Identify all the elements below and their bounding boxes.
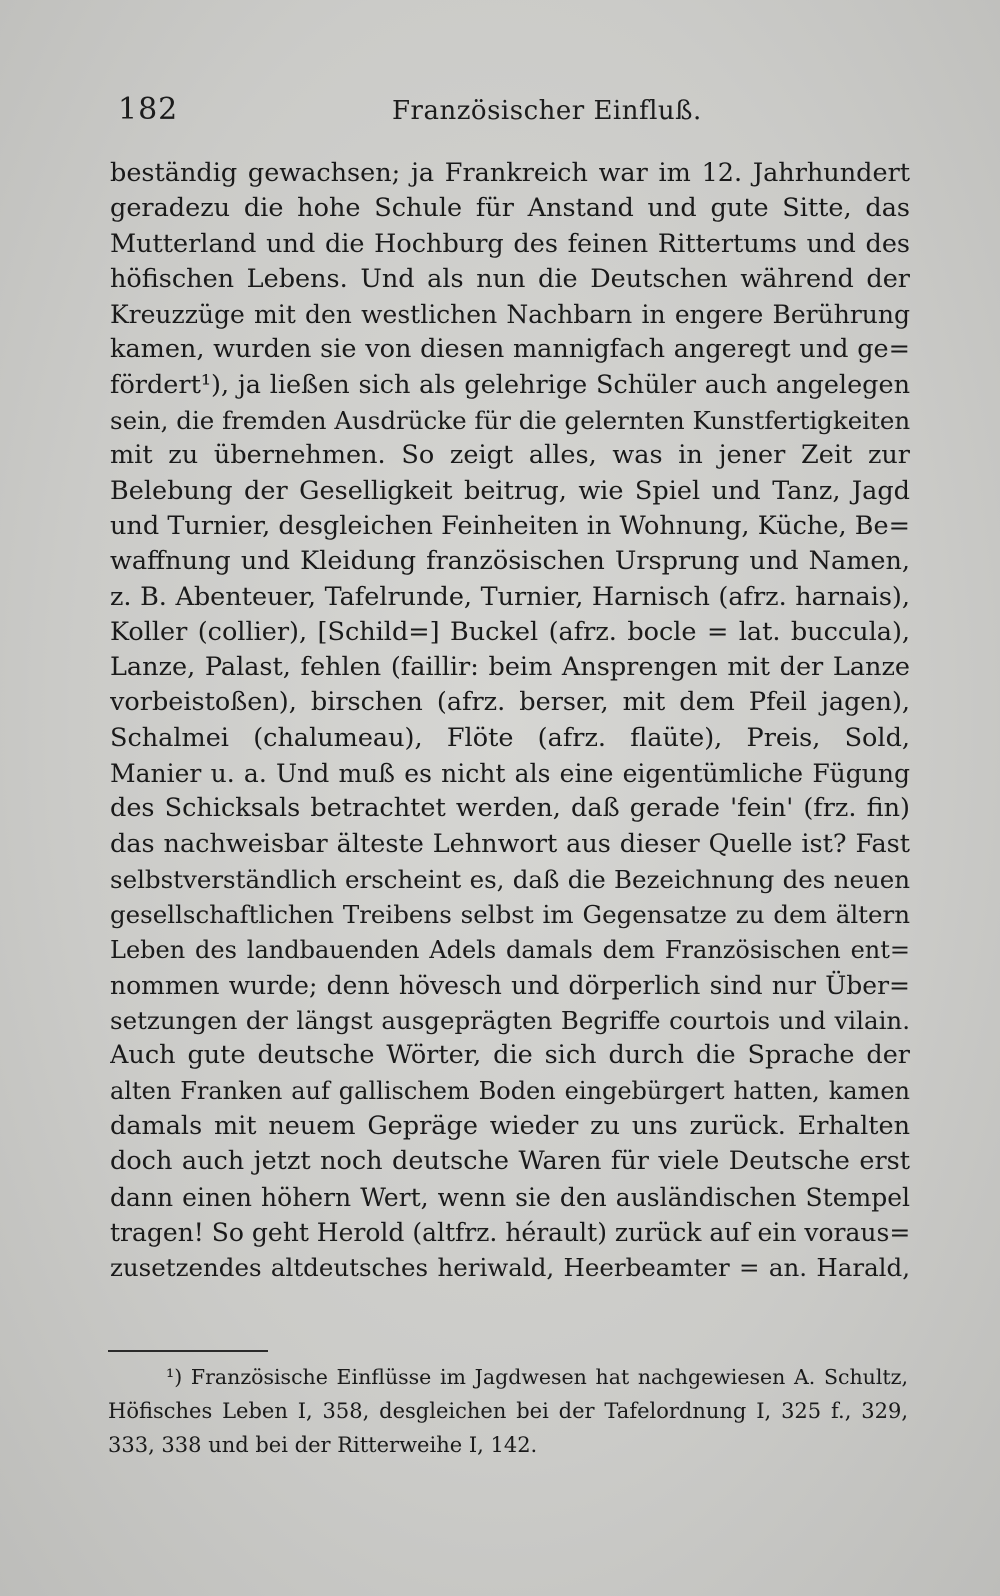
text-line: fördert¹), ja ließen sich als gelehrige Schüler auch angelegen xyxy=(110,369,910,400)
text-line: setzungen der längst ausgeprägten Begriffe courtois und vilain. xyxy=(110,1006,910,1036)
text-line: waffnung und Kleidung französischen Ursprung und Namen, xyxy=(110,546,910,577)
text-line: Leben des landbauenden Adels damals dem Französischen ent= xyxy=(110,935,910,964)
text-line: doch auch jetzt noch deutsche Waren für viele Deutsche erst xyxy=(110,1146,910,1177)
page-header xyxy=(118,92,918,142)
text-line: nommen wurde; denn hövesch und dörperlich sind nur Über= xyxy=(110,970,910,1000)
text-line: Manier u. a. Und muß es nicht als eine eigentümliche Fügung xyxy=(110,759,910,789)
text-line: geradezu die hohe Schule für Anstand und gute Sitte, das xyxy=(110,193,910,224)
text-line: und Turnier, desgleichen Feinheiten in Wohnung, Küche, Be= xyxy=(110,510,910,541)
text-line: Schalmei (chalumeau), Flöte (afrz. flaüte), Preis, Sold, xyxy=(110,722,910,753)
text-line: selbstverständlich erscheint es, daß die Bezeichnung des neuen xyxy=(110,864,910,894)
page-number: 182 xyxy=(118,92,179,127)
text-line: gesellschaftlichen Treibens selbst im Gegensatze zu dem ältern xyxy=(110,900,910,930)
running-head: Französischer Einfluß. xyxy=(392,96,702,126)
text-line: alten Franken auf gallischem Boden eingebürgert hatten, kamen xyxy=(110,1076,910,1105)
text-line: Lanze, Palast, fehlen (faillir: beim Ansprengen mit der Lanze xyxy=(110,652,910,683)
text-line: Auch gute deutsche Wörter, die sich durch die Sprache der xyxy=(110,1040,910,1071)
text-line: mit zu übernehmen. So zeigt alles, was in jener Zeit zur xyxy=(110,440,910,471)
text-line: Kreuzzüge mit den westlichen Nachbarn in engere Berührung xyxy=(110,300,910,330)
text-line: das nachweisbar älteste Lehnwort aus dieser Quelle ist? Fast xyxy=(110,828,910,859)
footnote xyxy=(108,1360,908,1462)
text-line: vorbeistoßen), birschen (afrz. berser, mit dem Pfeil jagen), xyxy=(110,687,910,718)
body-text xyxy=(110,156,910,1286)
text-line: höfischen Lebens. Und als nun die Deutschen während der xyxy=(110,263,910,294)
text-line: z. B. Abenteuer, Tafelrunde, Turnier, Harnisch (afrz. harnais), xyxy=(110,581,910,612)
footnote-line: Höfisches Leben I, 358, desgleichen bei der Tafelordnung I, 325 f., 329, xyxy=(108,1399,908,1423)
footnote-divider xyxy=(108,1350,268,1352)
text-line: dann einen höhern Wert, wenn sie den ausländischen Stempel xyxy=(110,1182,910,1212)
text-line: damals mit neuem Gepräge wieder zu uns zurück. Erhalten xyxy=(110,1111,910,1142)
text-line: tragen! So geht Herold (altfrz. hérault) zurück auf ein voraus= xyxy=(110,1217,910,1247)
text-line: Mutterland und die Hochburg des feinen Rittertums und des xyxy=(110,228,910,259)
footnote-line: ¹) Französische Einflüsse im Jagdwesen hat nachgewiesen A. Schultz, xyxy=(166,1365,908,1389)
footnote-line: 333, 338 und bei der Ritterweihe I, 142. xyxy=(108,1433,538,1457)
text-line: Belebung der Geselligkeit beitrug, wie Spiel und Tanz, Jagd xyxy=(110,475,910,506)
text-line: Koller (collier), [Schild=] Buckel (afrz. bocle = lat. buccula), xyxy=(110,616,910,647)
text-line: des Schicksals betrachtet werden, daß gerade 'fein' (frz. fin) xyxy=(110,793,910,824)
text-line: kamen, wurden sie von diesen mannigfach angeregt und ge= xyxy=(110,334,910,365)
text-line: beständig gewachsen; ja Frankreich war im 12. Jahrhundert xyxy=(110,158,910,188)
text-line: zusetzendes altdeutsches heriwald, Heerbeamter = an. Harald, xyxy=(110,1253,910,1283)
text-line: sein, die fremden Ausdrücke für die gelernten Kunstfertigkeiten xyxy=(110,406,910,436)
